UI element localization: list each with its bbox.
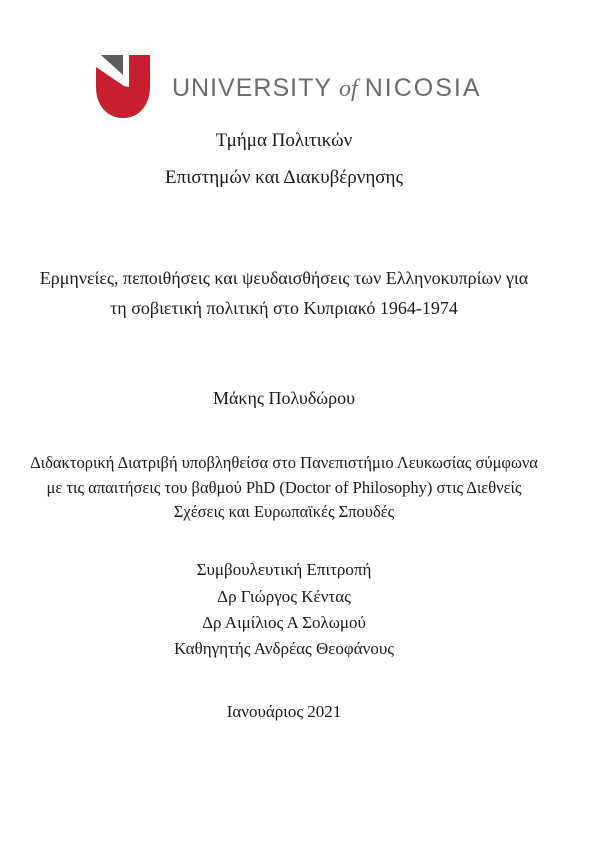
unic-shield-icon (96, 55, 150, 118)
university-logo (96, 55, 516, 119)
department-line-1: Τμήμα Πολιτικών (215, 130, 353, 151)
author-name: Μάκης Πολυδώρου (212, 388, 356, 408)
brand-wordmark (172, 74, 482, 103)
brand-university-text: UNIVERSITY (172, 74, 333, 102)
thesis-title (4, 263, 564, 323)
degree-statement-line-2: με τις απαιτήσεις του βαθμού PhD (Doctor of Philosophy) στις Διεθνείς (46, 477, 522, 497)
shield-gray-triangle (101, 55, 123, 75)
thesis-title-line-1: Ερμηνείες, πεποιθήσεις και ψευδαισθήσεις των Ελληνοκυπρίων για (39, 268, 529, 288)
degree-statement-line-1: Διδακτορική Διατριβή υποβληθείσα στο Πανεπιστήμιο Λευκωσίας σύμφωνα (30, 453, 538, 472)
brand-of-text: of (339, 76, 358, 102)
committee-member: Δρ Αιμίλιος Α Σολωμού (202, 613, 366, 632)
brand-nicosia-text: NICOSIA (364, 74, 482, 102)
degree-statement-line-3: Σχέσεις και Ευρωπαϊκές Σπουδές (173, 502, 395, 521)
committee-members (4, 584, 564, 662)
committee-member: Δρ Γιώργος Κέντας (217, 587, 351, 606)
committee-member: Καθηγητής Ανδρέας Θεοφάνους (174, 639, 394, 658)
committee-heading: Συμβουλευτική Επιτροπή (196, 560, 372, 579)
thesis-title-line-2: τη σοβιετική πολιτική στο Κυπριακό 1964-1974 (110, 298, 458, 318)
submission-date: Ιανουάριος 2021 (226, 702, 342, 721)
department-line-2: Επιστημών και Διακυβέρνησης (165, 167, 403, 188)
degree-statement (4, 451, 564, 525)
department-name (4, 122, 564, 196)
